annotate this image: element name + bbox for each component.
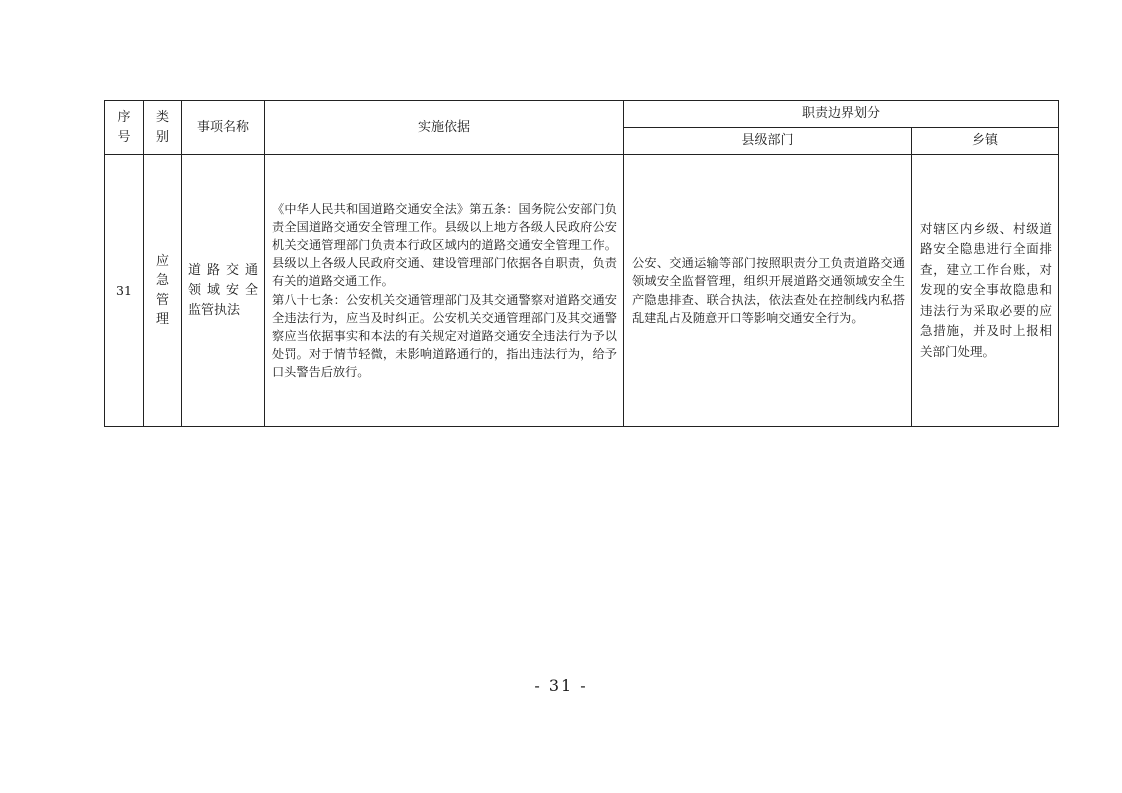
category-char: 应: [155, 253, 169, 269]
header-category-line-1: 类: [155, 109, 169, 125]
item-name-line: 领域安全: [188, 282, 258, 298]
basis-article-87: 第八十七条：公安机关交通管理部门及其交通警察对道路交通安全违法行为，应当及时纠正。公安机关交通管理部门及其交通警察应当依据事实和本法的有关规定对道路交通安全违法行为予以处罚。对于情节轻微，未影响道路通行的，指出违法行为，给予口头警告后放行。: [272, 292, 617, 379]
table-row: [105, 155, 1059, 427]
row-county-duty: 公安、交通运输等部门按照职责分工负责道路交通领域安全监督管理，组织开展道路交通领域安全生产隐患排查、联合执法，依法查处在控制线内私搭乱建乱占及随意开口等影响交通安全行为。: [624, 155, 912, 427]
header-town: 乡镇: [912, 128, 1059, 155]
header-no-line-2: 号: [117, 129, 131, 145]
header-row-1: [105, 101, 1059, 128]
row-basis: [265, 155, 624, 427]
header-category: [144, 101, 182, 155]
row-number: 31: [105, 155, 144, 427]
row-town-duty: 对辖区内乡级、村级道路安全隐患进行全面排查，建立工作台账，对发现的安全事故隐患和违法行为采取必要的应急措施，并及时上报相关部门处理。: [912, 155, 1059, 427]
category-char: 理: [155, 312, 169, 327]
header-category-line-2: 别: [155, 129, 169, 145]
category-char: 急: [155, 273, 169, 288]
item-name-line: 监管执法: [188, 302, 241, 318]
row-item-name: [182, 155, 265, 427]
item-name-line: 道路交通: [188, 262, 258, 278]
row-category: [144, 155, 182, 427]
header-division: 职责边界划分: [624, 101, 1059, 128]
header-county: 县级部门: [624, 128, 912, 155]
page-number: - 31 -: [534, 676, 588, 695]
header-no: [105, 101, 144, 155]
responsibility-table: [104, 100, 1059, 427]
header-no-line-1: 序: [117, 109, 131, 125]
header-item-name: 事项名称: [182, 101, 265, 155]
category-char: 管: [155, 292, 169, 308]
header-basis: 实施依据: [265, 101, 624, 155]
basis-article-5: 《中华人民共和国道路交通安全法》第五条：国务院公安部门负责全国道路交通安全管理工作。县级以上地方各级人民政府公安机关交通管理部门负责本行政区域内的道路交通安全管理工作。县级以上各级人民政府交通、建设管理部门依据各自职责，负责有关的道路交通工作。: [272, 202, 617, 289]
